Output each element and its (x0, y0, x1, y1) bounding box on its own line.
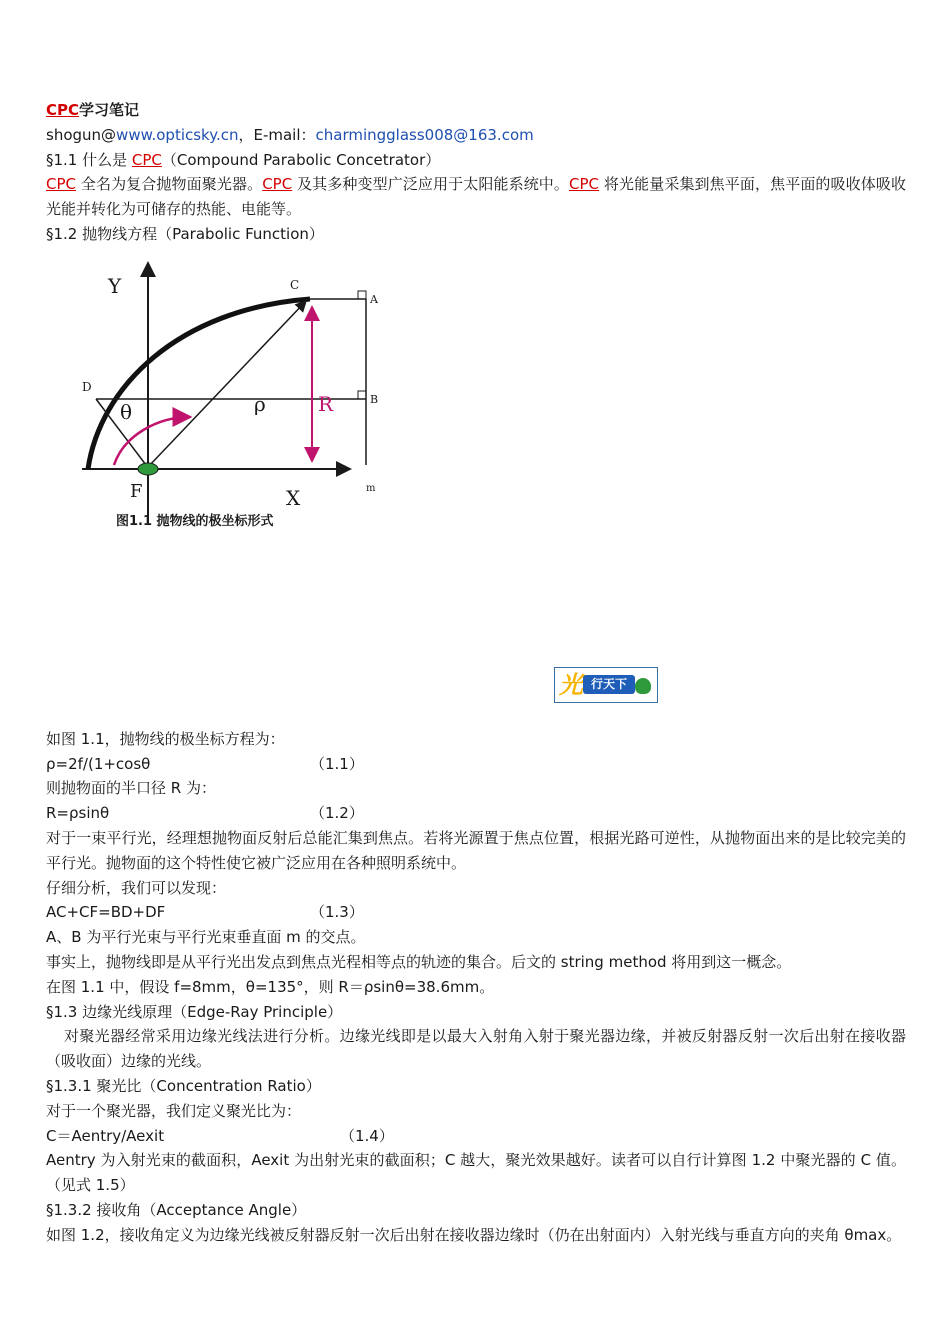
parabola-curve (88, 299, 310, 469)
focus-point (138, 463, 158, 475)
logo-text: 行天下 (583, 675, 635, 694)
label-a: A (370, 292, 378, 306)
cpc-link[interactable]: CPC (46, 101, 80, 119)
right-angle-b (358, 391, 366, 399)
cpc-link[interactable]: CPC (569, 175, 600, 194)
body-line: 事实上，抛物线即是从平行光出发点到焦点光程相等点的轨迹的集合。后文的 string method 将用到这一概念。 (46, 952, 792, 971)
body-line: 则抛物面的半口径 R 为： (46, 779, 216, 798)
paragraph-text: 将光能量采集到焦平面，焦平面的吸收体吸收光能并转化为可储存的热能、电能等。 (46, 175, 906, 219)
figure-1-1 (46, 247, 906, 727)
section-1-3-heading: §1.3 边缘光线原理（Edge-Ray Principle） (46, 1002, 343, 1021)
section-1-3-2-heading: §1.3.2 接收角（Acceptance Angle） (46, 1200, 307, 1219)
equation-number: （1.4） (340, 1126, 394, 1145)
label-theta: θ (120, 399, 133, 424)
author-name: shogun@ (46, 125, 117, 144)
equation-text: C＝Aentry/Aexit (46, 1126, 165, 1145)
email-label: ，E-mail： (238, 125, 316, 144)
body-paragraph: Aentry 为入射光束的截面积，Aexit 为出射光束的截面积；C 越大，聚光效果越好。读者可以自行计算图 1.2 中聚光器的 C 值。（见式 1.5） (46, 1151, 906, 1195)
label-y: Y (108, 273, 122, 298)
label-r: R (318, 391, 334, 416)
heading-text: §1.1 什么是 (46, 150, 132, 169)
equation-number: （1.1） (310, 754, 364, 773)
equation-1-3 (46, 900, 906, 925)
paragraph-text: 及其多种变型广泛应用于太阳能系统中。 (292, 175, 570, 194)
section-1-2-heading: §1.2 抛物线方程（Parabolic Function） (46, 224, 324, 243)
heading-text: （Compound Parabolic Concetrator） (161, 150, 441, 169)
body-paragraph: 对聚光器经常采用边缘光线法进行分析。边缘光线即是以最大入射角入射于聚光器边缘，并被反射器反射一次后出射在接收器（吸收面）边缘的光线。 (46, 1027, 906, 1071)
label-x: X (286, 485, 301, 510)
equation-number: （1.2） (310, 804, 364, 823)
label-d: D (82, 379, 92, 394)
body-line: 仔细分析，我们可以发现： (46, 878, 227, 897)
logo-glyph: 光 (559, 670, 583, 699)
body-paragraph: 对于一束平行光，经理想抛物面反射后总能汇集到焦点。若将光源置于焦点位置，根据光路可逆性，从抛物面出来的是比较完美的平行光。抛物面的这个特性使它被广泛应用在各种照明系统中。 (46, 828, 906, 872)
equation-text: AC+CF=BD+DF (46, 903, 166, 922)
body-paragraph: 如图 1.2，接收角定义为边缘光线被反射器反射一次后出射在接收器边缘时（仍在出射面内）入射光线与垂直方向的夹角 θmax。 (46, 1225, 902, 1244)
document-page (46, 98, 906, 1248)
equation-1-2 (46, 801, 906, 826)
doc-title (46, 98, 906, 123)
equation-1-4 (46, 1124, 906, 1149)
body-line: 对于一个聚光器，我们定义聚光比为： (46, 1101, 302, 1120)
paragraph-text: 全名为复合抛物面聚光器。 (76, 175, 263, 194)
site-link[interactable]: www.opticsky.cn (116, 125, 239, 144)
site-logo[interactable] (554, 667, 658, 703)
right-angle-a (358, 291, 366, 299)
section-1-1-heading (46, 148, 906, 173)
title-text: 学习笔记 (79, 101, 140, 119)
cpc-link[interactable]: CPC (262, 175, 293, 194)
label-c: C (290, 277, 300, 292)
rho-vector (148, 301, 306, 467)
equation-text: R=ρsinθ (46, 804, 110, 823)
body-line: 如图 1.1，抛物线的极坐标方程为： (46, 729, 285, 748)
body-line: 在图 1.1 中，假设 f=8mm，θ=135°，则 R＝ρsinθ=38.6mm。 (46, 977, 495, 996)
email-link[interactable]: charmingglass008@163.com (315, 125, 534, 144)
cpc-link[interactable]: CPC (46, 175, 76, 194)
theta-arc (114, 417, 190, 465)
label-m: m (366, 482, 376, 494)
label-b: B (370, 392, 379, 406)
author-line (46, 123, 906, 148)
figure-caption: 图1.1 抛物线的极坐标形式 (116, 513, 274, 529)
section-1-3-1-heading: §1.3.1 聚光比（Concentration Ratio） (46, 1076, 321, 1095)
tree-icon (635, 678, 651, 694)
equation-text: ρ=2f/(1+cosθ (46, 754, 151, 773)
cpc-link[interactable]: CPC (131, 150, 162, 169)
equation-1-1 (46, 752, 906, 777)
equation-number: （1.3） (310, 903, 364, 922)
label-rho: ρ (254, 391, 266, 416)
parabola-diagram (78, 257, 408, 532)
label-f: F (130, 480, 143, 502)
body-line: A、B 为平行光束与平行光束垂直面 m 的交点。 (46, 928, 366, 947)
section-1-1-paragraph (46, 172, 906, 222)
